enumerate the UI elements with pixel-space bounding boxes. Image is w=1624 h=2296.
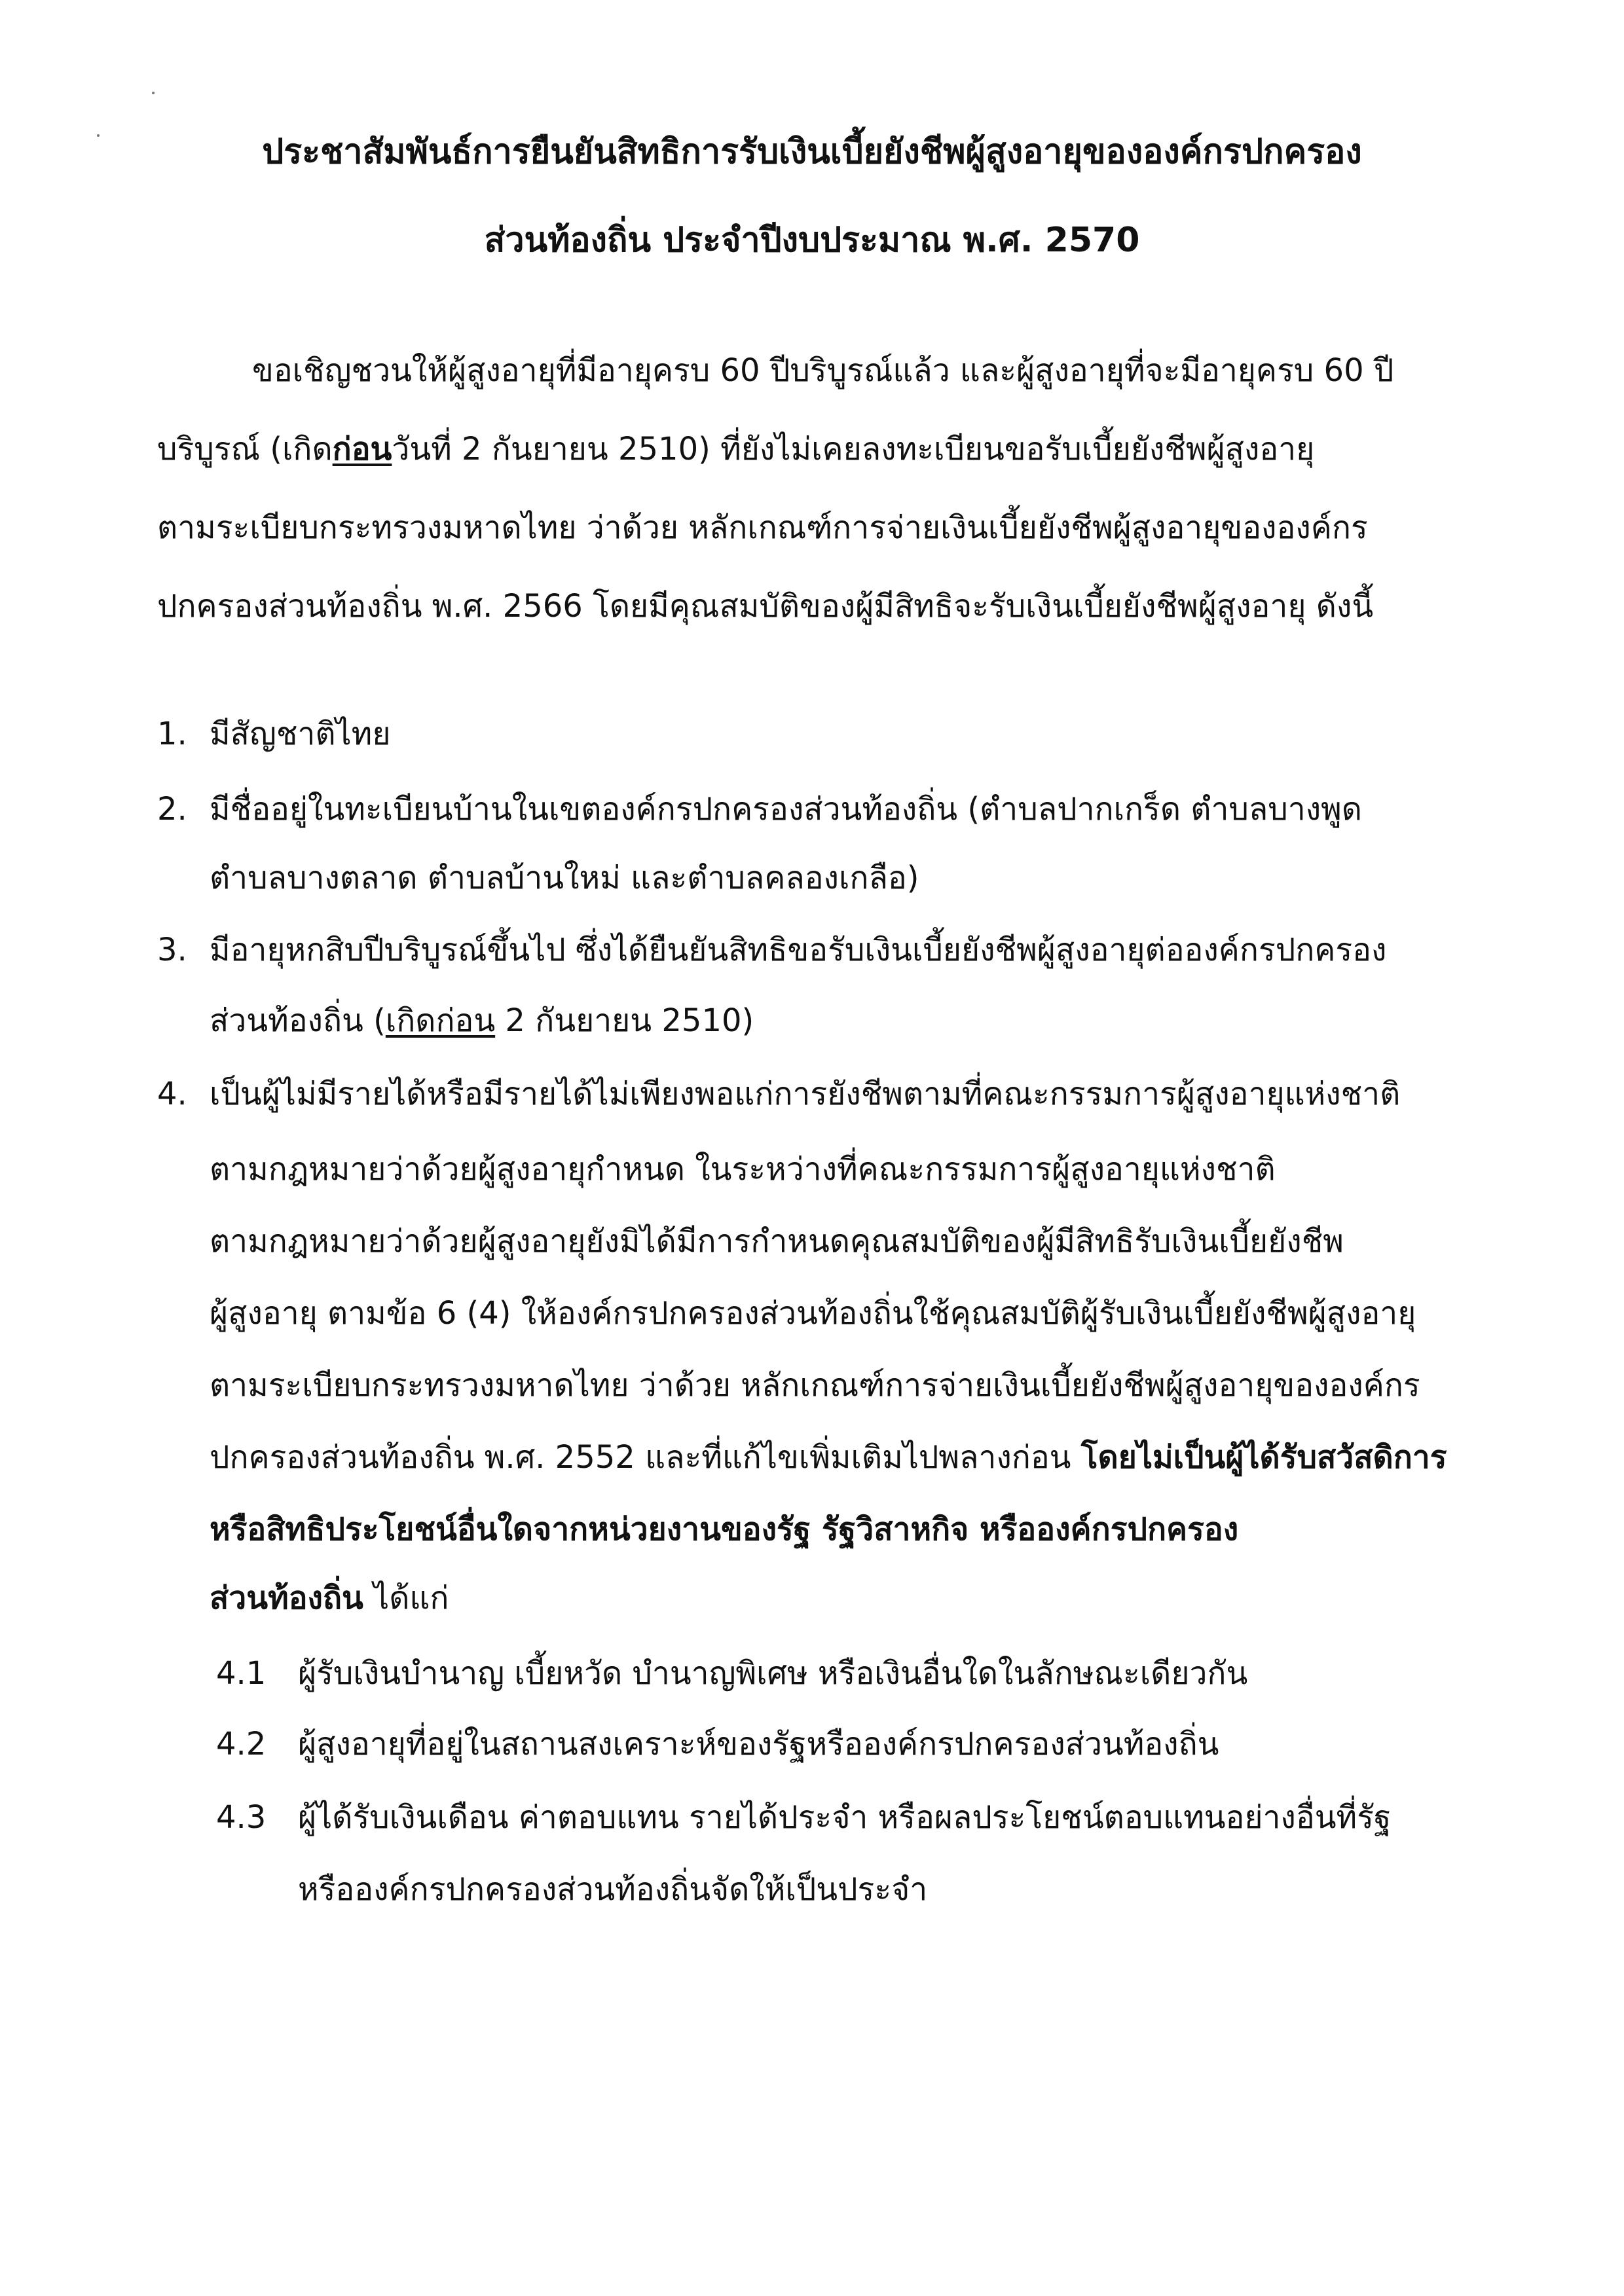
document-title-line-2: ส่วนท้องถิ่น ประจำปีงบประมาณ พ.ศ. 2570 bbox=[484, 221, 1140, 260]
subitem-4-3-line-1: ผู้ได้รับเงินเดือน ค่าตอบแทน รายได้ประจำ หรือผลประโยชน์ตอบแทนอย่างอื่นที่รัฐ bbox=[298, 1799, 1392, 1836]
document-title-line-1: ประชาสัมพันธ์การยืนยันสิทธิการรับเงินเบี้ยยังชีพผู้สูงอายุขององค์กรปกครอง bbox=[262, 132, 1362, 172]
emphasis-before: ก่อน bbox=[332, 431, 392, 467]
item-3-line-2 bbox=[210, 1000, 1545, 1041]
intro-line-3: ตามระเบียบกระทรวงมหาดไทย ว่าด้วย หลักเกณฑ์การจ่ายเงินเบี้ยยังชีพผู้สูงอายุขององค์กร bbox=[157, 509, 1368, 546]
scan-speck bbox=[97, 134, 100, 137]
item-4-line-4: ผู้สูงอายุ ตามข้อ 6 (4) ให้องค์กรปกครองส่วนท้องถิ่นใช้คุณสมบัติผู้รับเงินเบี้ยยังชีพผู้สูงอายุ bbox=[210, 1295, 1416, 1332]
subitem-4-3-line-2: หรือองค์กรปกครองส่วนท้องถิ่นจัดให้เป็นประจำ bbox=[298, 1871, 928, 1908]
item-2-line-1: มีชื่ออยู่ในทะเบียนบ้านในเขตองค์กรปกครองส่วนท้องถิ่น (ตำบลปากเกร็ด ตำบลบางพูด bbox=[210, 791, 1362, 828]
emphasis-born-before: เกิดก่อน bbox=[385, 1002, 496, 1039]
item-number-3: 3. bbox=[157, 932, 187, 968]
intro-text: วันที่ 2 กันยายน 2510) ที่ยังไม่เคยลงทะเบียนขอรับเบี้ยยังชีพผู้สูงอายุ bbox=[392, 431, 1315, 467]
intro-line-4: ปกครองส่วนท้องถิ่น พ.ศ. 2566 โดยมีคุณสมบัติของผู้มีสิทธิจะรับเงินเบี้ยยังชีพผู้สูงอายุ ดังนี้ bbox=[157, 588, 1374, 625]
subitem-number-4-1: 4.1 bbox=[216, 1655, 267, 1692]
subitem-number-4-3: 4.3 bbox=[216, 1799, 267, 1836]
bold-condition-text: ส่วนท้องถิ่น bbox=[210, 1580, 363, 1616]
subitem-4-2-line-1: ผู้สูงอายุที่อยู่ในสถานสงเคราะห์ของรัฐหรือองค์กรปกครองส่วนท้องถิ่น bbox=[298, 1726, 1219, 1762]
item-4-line-2: ตามกฎหมายว่าด้วยผู้สูงอายุกำหนด ในระหว่างที่คณะกรรมการผู้สูงอายุแห่งชาติ bbox=[210, 1151, 1276, 1188]
item-4-line-6 bbox=[210, 1437, 1545, 1478]
item-4-line-3: ตามกฎหมายว่าด้วยผู้สูงอายุยังมิได้มีการกำหนดคุณสมบัติของผู้มีสิทธิรับเงินเบี้ยยังชีพ bbox=[210, 1223, 1344, 1260]
item-text: ได้แก่ bbox=[363, 1580, 449, 1616]
intro-line-2 bbox=[157, 429, 1539, 469]
intro-line-1: ขอเชิญชวนให้ผู้สูงอายุที่มีอายุครบ 60 ปีบริบูรณ์แล้ว และผู้สูงอายุที่จะมีอายุครบ 60 ปี bbox=[252, 352, 1394, 389]
bold-condition-text: โดยไม่เป็นผู้ได้รับสวัสดิการ bbox=[1080, 1439, 1447, 1476]
item-number-4: 4. bbox=[157, 1076, 187, 1112]
item-4-line-5: ตามระเบียบกระทรวงมหาดไทย ว่าด้วย หลักเกณฑ์การจ่ายเงินเบี้ยยังชีพผู้สูงอายุขององค์กร bbox=[210, 1367, 1420, 1404]
intro-text: บริบูรณ์ (เกิด bbox=[157, 431, 333, 467]
item-text: 2 กันยายน 2510) bbox=[495, 1002, 754, 1039]
item-4-line-7: หรือสิทธิประโยชน์อื่นใดจากหน่วยงานของรัฐ รัฐวิสาหกิจ หรือองค์กรปกครอง bbox=[210, 1511, 1239, 1548]
item-4-line-8 bbox=[210, 1578, 1545, 1618]
item-number-2: 2. bbox=[157, 791, 187, 828]
item-1-line-1: มีสัญชาติไทย bbox=[210, 716, 391, 752]
subitem-4-1-line-1: ผู้รับเงินบำนาญ เบี้ยหวัด บำนาญพิเศษ หรือเงินอื่นใดในลักษณะเดียวกัน bbox=[298, 1655, 1248, 1692]
item-text: ส่วนท้องถิ่น ( bbox=[210, 1002, 386, 1039]
item-4-line-1: เป็นผู้ไม่มีรายได้หรือมีรายได้ไม่เพียงพอแก่การยังชีพตามที่คณะกรรมการผู้สูงอายุแห่งชาติ bbox=[210, 1076, 1401, 1112]
item-number-1: 1. bbox=[157, 716, 187, 752]
subitem-number-4-2: 4.2 bbox=[216, 1726, 267, 1762]
item-2-line-2: ตำบลบางตลาด ตำบลบ้านใหม่ และตำบลคลองเกลือ) bbox=[210, 860, 919, 896]
scan-speck bbox=[152, 92, 155, 94]
item-text: ปกครองส่วนท้องถิ่น พ.ศ. 2552 และที่แก้ไขเพิ่มเติมไปพลางก่อน bbox=[210, 1439, 1081, 1476]
item-3-line-1: มีอายุหกสิบปีบริบูรณ์ขึ้นไป ซึ่งได้ยืนยันสิทธิขอรับเงินเบี้ยยังชีพผู้สูงอายุต่อองค์กรปกครอง bbox=[210, 932, 1387, 968]
